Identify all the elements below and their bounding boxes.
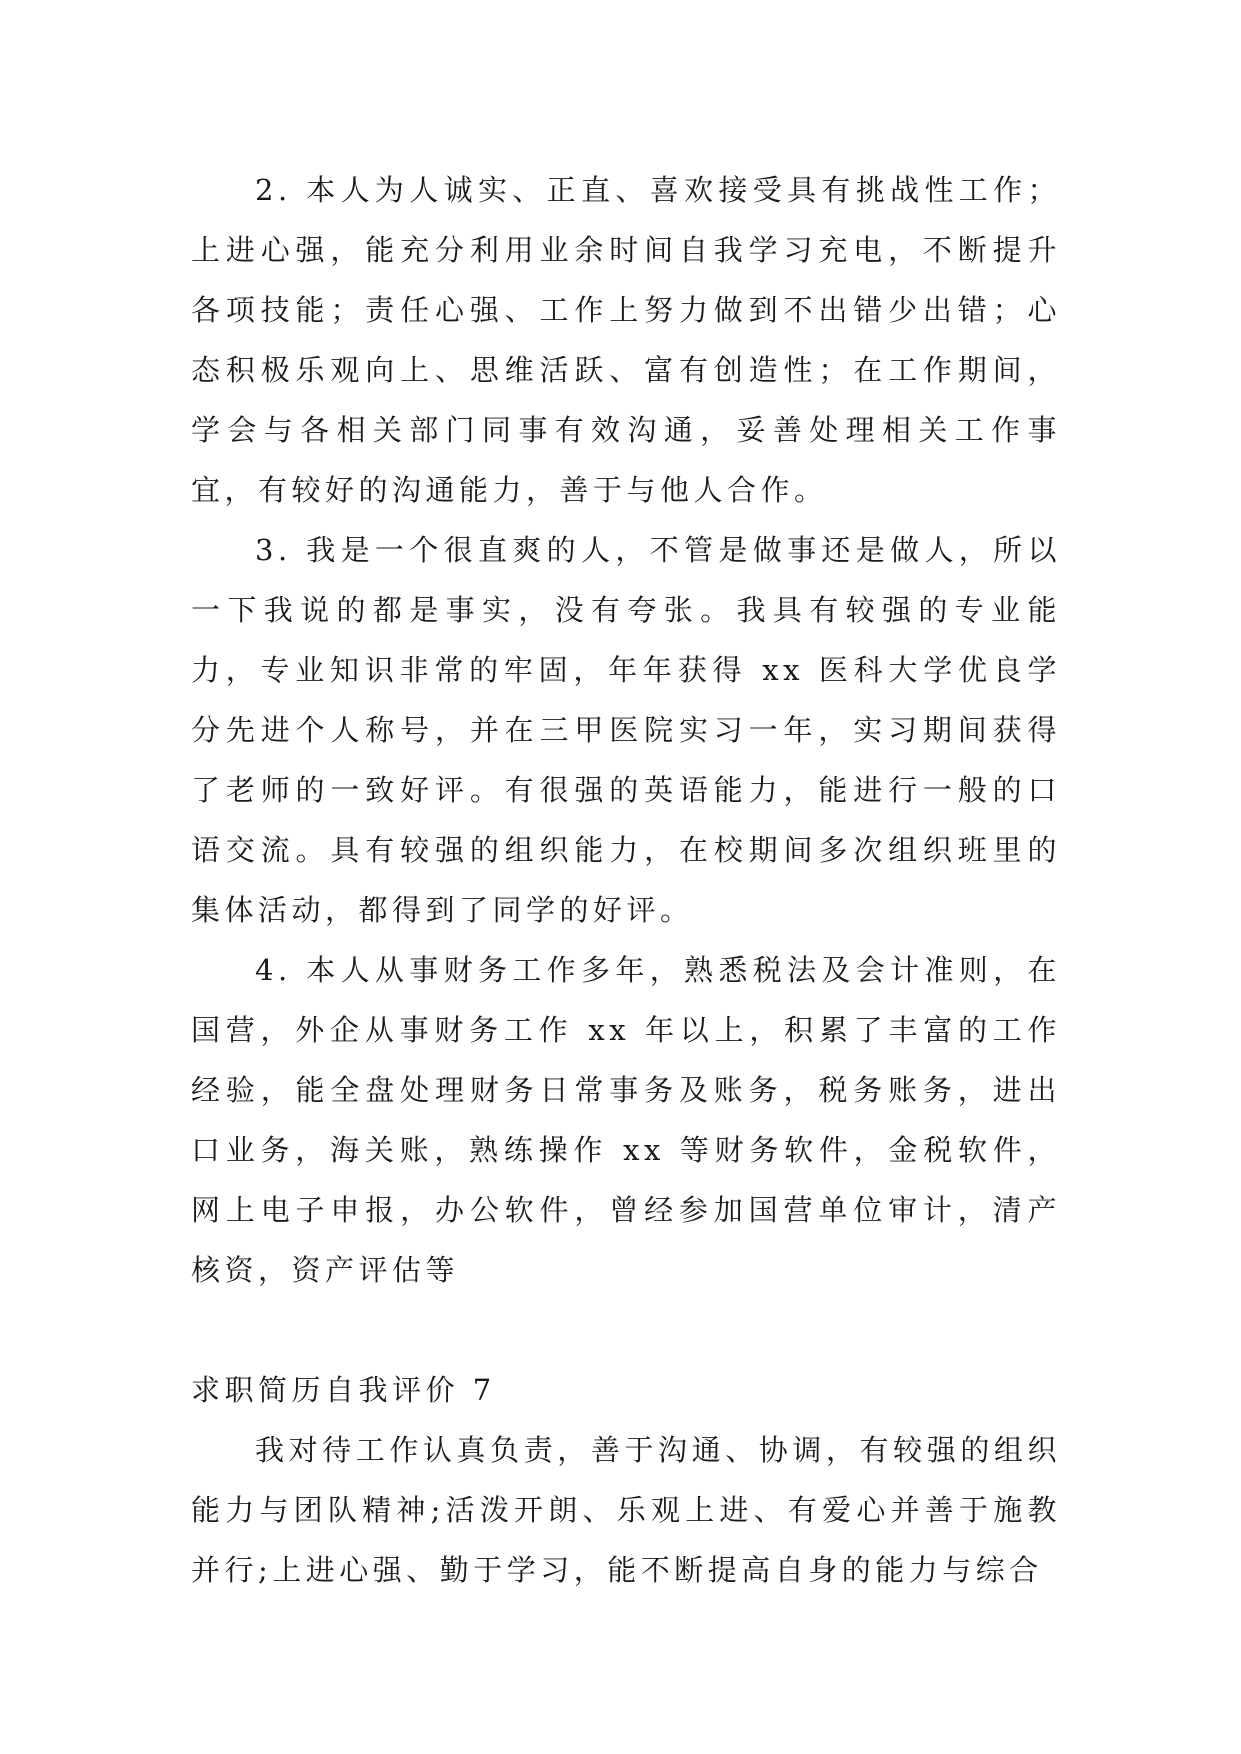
paragraph-item-2: 2. 本人为人诚实、正直、喜欢接受具有挑战性工作；上进心强，能充分利用业余时间自我学习充电，不断提升各项技能；责任心强、工作上努力做到不出错少出错；心态积极乐观向上、思维活跃、富有创造性；在工作期间，学会与各相关部门同事有效沟通，妥善处理相关工作事宜，有较好的沟通能力，善于与他人合作。 (191, 173, 1061, 507)
document-body (191, 160, 1061, 1600)
paragraph-item-3: 3. 我是一个很直爽的人，不管是做事还是做人，所以一下我说的都是事实，没有夸张。我具有较强的专业能力，专业知识非常的牢固，年年获得 xx 医科大学优良学分先进个人称号，并在三甲医院实习一年，实习期间获得了老师的一致好评。有很强的英语能力，能进行一般的口语交流。具有较强的组织能力，在校期间多次组织班里的集体活动，都得到了同学的好评。 (191, 533, 1061, 927)
paragraph-item-4: 4. 本人从事财务工作多年，熟悉税法及会计准则，在国营，外企从事财务工作 xx 年以上，积累了丰富的工作经验，能全盘处理财务日常事务及账务，税务账务，进出口业务，海关账，熟练操作 xx 等财务软件，金税软件，网上电子申报，办公软件，曾经参加国营单位审计，清产核资，资产评估等 (191, 953, 1061, 1287)
section-heading: 求职简历自我评价 7 (191, 1373, 496, 1407)
paragraph-section-7: 我对待工作认真负责，善于沟通、协调，有较强的组织能力与团队精神;活泼开朗、乐观上进、有爱心并善于施教并行;上进心强、勤于学习，能不断提高自身的能力与综合 (191, 1433, 1061, 1587)
